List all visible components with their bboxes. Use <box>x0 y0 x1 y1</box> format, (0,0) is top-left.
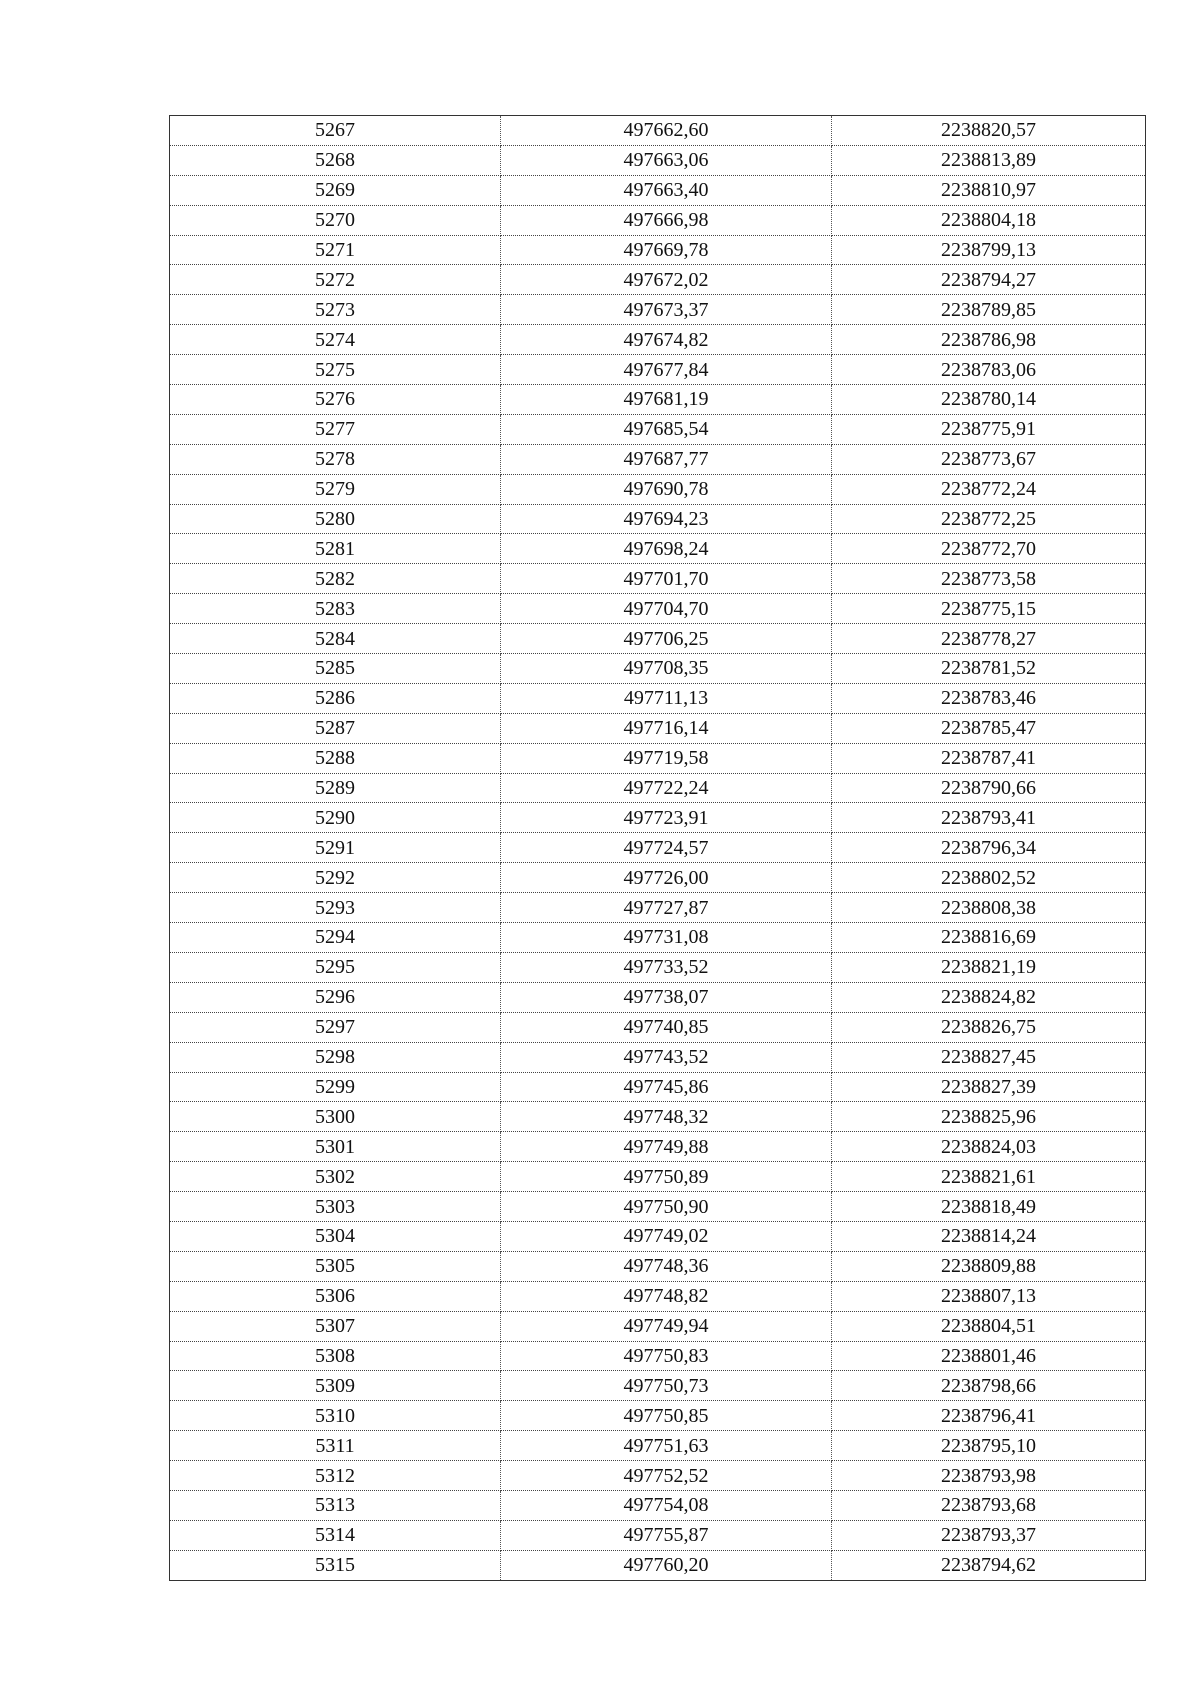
table-row <box>170 355 1146 385</box>
x-coordinate-cell: 497690,78 <box>501 474 832 504</box>
x-coordinate-cell: 497666,98 <box>501 205 832 235</box>
y-coordinate-cell: 2238772,24 <box>832 474 1146 504</box>
point-number-cell: 5293 <box>170 893 501 923</box>
point-number-cell: 5304 <box>170 1221 501 1251</box>
x-coordinate-cell: 497669,78 <box>501 235 832 265</box>
x-coordinate-cell: 497719,58 <box>501 743 832 773</box>
x-coordinate-cell: 497740,85 <box>501 1012 832 1042</box>
table-row <box>170 1431 1146 1461</box>
x-coordinate-cell: 497750,90 <box>501 1192 832 1222</box>
y-coordinate-cell: 2238798,66 <box>832 1371 1146 1401</box>
y-coordinate-cell: 2238799,13 <box>832 235 1146 265</box>
y-coordinate-cell: 2238773,67 <box>832 444 1146 474</box>
y-coordinate-cell: 2238821,19 <box>832 952 1146 982</box>
table-row <box>170 534 1146 564</box>
x-coordinate-cell: 497745,86 <box>501 1072 832 1102</box>
y-coordinate-cell: 2238793,98 <box>832 1461 1146 1491</box>
x-coordinate-cell: 497674,82 <box>501 325 832 355</box>
x-coordinate-cell: 497733,52 <box>501 952 832 982</box>
point-number-cell: 5287 <box>170 713 501 743</box>
y-coordinate-cell: 2238795,10 <box>832 1431 1146 1461</box>
y-coordinate-cell: 2238804,51 <box>832 1311 1146 1341</box>
y-coordinate-cell: 2238786,98 <box>832 325 1146 355</box>
y-coordinate-cell: 2238785,47 <box>832 713 1146 743</box>
point-number-cell: 5297 <box>170 1012 501 1042</box>
table-row <box>170 175 1146 205</box>
table-row <box>170 624 1146 654</box>
point-number-cell: 5311 <box>170 1431 501 1461</box>
table-row <box>170 385 1146 415</box>
x-coordinate-cell: 497724,57 <box>501 833 832 863</box>
y-coordinate-cell: 2238772,25 <box>832 504 1146 534</box>
table-row <box>170 295 1146 325</box>
x-coordinate-cell: 497760,20 <box>501 1550 832 1580</box>
point-number-cell: 5269 <box>170 175 501 205</box>
table-row <box>170 1401 1146 1431</box>
x-coordinate-cell: 497687,77 <box>501 444 832 474</box>
y-coordinate-cell: 2238794,62 <box>832 1550 1146 1580</box>
y-coordinate-cell: 2238827,45 <box>832 1042 1146 1072</box>
y-coordinate-cell: 2238773,58 <box>832 564 1146 594</box>
y-coordinate-cell: 2238810,97 <box>832 175 1146 205</box>
point-number-cell: 5309 <box>170 1371 501 1401</box>
x-coordinate-cell: 497662,60 <box>501 116 832 146</box>
x-coordinate-cell: 497738,07 <box>501 982 832 1012</box>
point-number-cell: 5279 <box>170 474 501 504</box>
point-number-cell: 5268 <box>170 145 501 175</box>
x-coordinate-cell: 497749,02 <box>501 1221 832 1251</box>
table-row <box>170 1072 1146 1102</box>
y-coordinate-cell: 2238778,27 <box>832 624 1146 654</box>
y-coordinate-cell: 2238793,37 <box>832 1520 1146 1550</box>
y-coordinate-cell: 2238809,88 <box>832 1251 1146 1281</box>
table-row <box>170 116 1146 146</box>
table-row <box>170 863 1146 893</box>
point-number-cell: 5291 <box>170 833 501 863</box>
x-coordinate-cell: 497750,83 <box>501 1341 832 1371</box>
y-coordinate-cell: 2238802,52 <box>832 863 1146 893</box>
table-row <box>170 1281 1146 1311</box>
point-number-cell: 5283 <box>170 594 501 624</box>
point-number-cell: 5288 <box>170 743 501 773</box>
table-row <box>170 1192 1146 1222</box>
x-coordinate-cell: 497722,24 <box>501 773 832 803</box>
point-number-cell: 5315 <box>170 1550 501 1580</box>
x-coordinate-cell: 497748,36 <box>501 1251 832 1281</box>
coordinates-table-body <box>170 116 1146 1581</box>
x-coordinate-cell: 497743,52 <box>501 1042 832 1072</box>
x-coordinate-cell: 497749,88 <box>501 1132 832 1162</box>
x-coordinate-cell: 497750,89 <box>501 1162 832 1192</box>
x-coordinate-cell: 497706,25 <box>501 624 832 654</box>
x-coordinate-cell: 497711,13 <box>501 683 832 713</box>
table-row <box>170 1311 1146 1341</box>
y-coordinate-cell: 2238804,18 <box>832 205 1146 235</box>
point-number-cell: 5301 <box>170 1132 501 1162</box>
x-coordinate-cell: 497755,87 <box>501 1520 832 1550</box>
table-row <box>170 564 1146 594</box>
x-coordinate-cell: 497673,37 <box>501 295 832 325</box>
table-row <box>170 952 1146 982</box>
y-coordinate-cell: 2238793,41 <box>832 803 1146 833</box>
table-row <box>170 414 1146 444</box>
x-coordinate-cell: 497726,00 <box>501 863 832 893</box>
y-coordinate-cell: 2238825,96 <box>832 1102 1146 1132</box>
table-row <box>170 893 1146 923</box>
table-row <box>170 1012 1146 1042</box>
table-row <box>170 713 1146 743</box>
table-row <box>170 235 1146 265</box>
x-coordinate-cell: 497681,19 <box>501 385 832 415</box>
y-coordinate-cell: 2238818,49 <box>832 1192 1146 1222</box>
x-coordinate-cell: 497698,24 <box>501 534 832 564</box>
point-number-cell: 5300 <box>170 1102 501 1132</box>
point-number-cell: 5294 <box>170 923 501 953</box>
table-row <box>170 1520 1146 1550</box>
point-number-cell: 5296 <box>170 982 501 1012</box>
point-number-cell: 5286 <box>170 683 501 713</box>
y-coordinate-cell: 2238794,27 <box>832 265 1146 295</box>
point-number-cell: 5295 <box>170 952 501 982</box>
x-coordinate-cell: 497754,08 <box>501 1490 832 1520</box>
y-coordinate-cell: 2238775,15 <box>832 594 1146 624</box>
point-number-cell: 5312 <box>170 1461 501 1491</box>
y-coordinate-cell: 2238790,66 <box>832 773 1146 803</box>
point-number-cell: 5272 <box>170 265 501 295</box>
x-coordinate-cell: 497751,63 <box>501 1431 832 1461</box>
x-coordinate-cell: 497752,52 <box>501 1461 832 1491</box>
table-row <box>170 654 1146 684</box>
point-number-cell: 5292 <box>170 863 501 893</box>
point-number-cell: 5284 <box>170 624 501 654</box>
x-coordinate-cell: 497704,70 <box>501 594 832 624</box>
table-row <box>170 265 1146 295</box>
y-coordinate-cell: 2238808,38 <box>832 893 1146 923</box>
x-coordinate-cell: 497723,91 <box>501 803 832 833</box>
table-row <box>170 1341 1146 1371</box>
x-coordinate-cell: 497677,84 <box>501 355 832 385</box>
point-number-cell: 5307 <box>170 1311 501 1341</box>
y-coordinate-cell: 2238820,57 <box>832 116 1146 146</box>
point-number-cell: 5299 <box>170 1072 501 1102</box>
table-row <box>170 803 1146 833</box>
y-coordinate-cell: 2238796,41 <box>832 1401 1146 1431</box>
y-coordinate-cell: 2238775,91 <box>832 414 1146 444</box>
y-coordinate-cell: 2238783,06 <box>832 355 1146 385</box>
y-coordinate-cell: 2238826,75 <box>832 1012 1146 1042</box>
y-coordinate-cell: 2238781,52 <box>832 654 1146 684</box>
y-coordinate-cell: 2238824,82 <box>832 982 1146 1012</box>
point-number-cell: 5310 <box>170 1401 501 1431</box>
coordinates-table <box>169 115 1146 1581</box>
x-coordinate-cell: 497731,08 <box>501 923 832 953</box>
x-coordinate-cell: 497663,06 <box>501 145 832 175</box>
table-row <box>170 1102 1146 1132</box>
x-coordinate-cell: 497748,32 <box>501 1102 832 1132</box>
table-row <box>170 504 1146 534</box>
table-row <box>170 683 1146 713</box>
point-number-cell: 5276 <box>170 385 501 415</box>
y-coordinate-cell: 2238827,39 <box>832 1072 1146 1102</box>
y-coordinate-cell: 2238783,46 <box>832 683 1146 713</box>
point-number-cell: 5278 <box>170 444 501 474</box>
point-number-cell: 5281 <box>170 534 501 564</box>
point-number-cell: 5314 <box>170 1520 501 1550</box>
table-row <box>170 1162 1146 1192</box>
table-row <box>170 1042 1146 1072</box>
y-coordinate-cell: 2238814,24 <box>832 1221 1146 1251</box>
y-coordinate-cell: 2238821,61 <box>832 1162 1146 1192</box>
point-number-cell: 5271 <box>170 235 501 265</box>
x-coordinate-cell: 497749,94 <box>501 1311 832 1341</box>
table-row <box>170 1550 1146 1580</box>
point-number-cell: 5267 <box>170 116 501 146</box>
y-coordinate-cell: 2238793,68 <box>832 1490 1146 1520</box>
table-row <box>170 743 1146 773</box>
point-number-cell: 5306 <box>170 1281 501 1311</box>
table-row <box>170 594 1146 624</box>
x-coordinate-cell: 497685,54 <box>501 414 832 444</box>
x-coordinate-cell: 497727,87 <box>501 893 832 923</box>
point-number-cell: 5280 <box>170 504 501 534</box>
point-number-cell: 5290 <box>170 803 501 833</box>
y-coordinate-cell: 2238772,70 <box>832 534 1146 564</box>
point-number-cell: 5305 <box>170 1251 501 1281</box>
y-coordinate-cell: 2238813,89 <box>832 145 1146 175</box>
y-coordinate-cell: 2238780,14 <box>832 385 1146 415</box>
y-coordinate-cell: 2238787,41 <box>832 743 1146 773</box>
x-coordinate-cell: 497672,02 <box>501 265 832 295</box>
table-row <box>170 1221 1146 1251</box>
table-row <box>170 145 1146 175</box>
table-row <box>170 205 1146 235</box>
table-row <box>170 773 1146 803</box>
y-coordinate-cell: 2238789,85 <box>832 295 1146 325</box>
point-number-cell: 5277 <box>170 414 501 444</box>
x-coordinate-cell: 497750,73 <box>501 1371 832 1401</box>
point-number-cell: 5270 <box>170 205 501 235</box>
x-coordinate-cell: 497748,82 <box>501 1281 832 1311</box>
point-number-cell: 5308 <box>170 1341 501 1371</box>
table-row <box>170 1490 1146 1520</box>
point-number-cell: 5275 <box>170 355 501 385</box>
table-row <box>170 982 1146 1012</box>
table-row <box>170 1132 1146 1162</box>
table-row <box>170 1461 1146 1491</box>
y-coordinate-cell: 2238796,34 <box>832 833 1146 863</box>
x-coordinate-cell: 497716,14 <box>501 713 832 743</box>
table-row <box>170 1251 1146 1281</box>
point-number-cell: 5285 <box>170 654 501 684</box>
table-row <box>170 833 1146 863</box>
x-coordinate-cell: 497701,70 <box>501 564 832 594</box>
point-number-cell: 5289 <box>170 773 501 803</box>
y-coordinate-cell: 2238824,03 <box>832 1132 1146 1162</box>
table-row <box>170 474 1146 504</box>
y-coordinate-cell: 2238801,46 <box>832 1341 1146 1371</box>
point-number-cell: 5282 <box>170 564 501 594</box>
x-coordinate-cell: 497708,35 <box>501 654 832 684</box>
point-number-cell: 5273 <box>170 295 501 325</box>
y-coordinate-cell: 2238816,69 <box>832 923 1146 953</box>
x-coordinate-cell: 497694,23 <box>501 504 832 534</box>
table-row <box>170 444 1146 474</box>
point-number-cell: 5302 <box>170 1162 501 1192</box>
x-coordinate-cell: 497750,85 <box>501 1401 832 1431</box>
table-row <box>170 923 1146 953</box>
x-coordinate-cell: 497663,40 <box>501 175 832 205</box>
point-number-cell: 5313 <box>170 1490 501 1520</box>
table-row <box>170 1371 1146 1401</box>
point-number-cell: 5298 <box>170 1042 501 1072</box>
point-number-cell: 5274 <box>170 325 501 355</box>
y-coordinate-cell: 2238807,13 <box>832 1281 1146 1311</box>
table-row <box>170 325 1146 355</box>
point-number-cell: 5303 <box>170 1192 501 1222</box>
